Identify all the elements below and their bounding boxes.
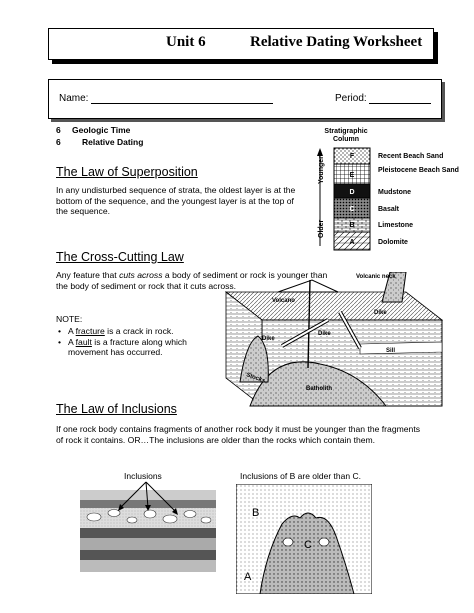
note-block xyxy=(56,314,216,358)
layer-label-c: Basalt xyxy=(378,206,400,213)
superposition-text: In any undisturbed sequence of strata, the oldest layer is at the bottom of the sequence, and the youngest layer is at the top of the sequence. xyxy=(56,185,296,217)
label-dike-center: Dike xyxy=(318,331,331,337)
older-label: Older xyxy=(318,219,325,238)
period-label: Period: xyxy=(335,93,367,104)
inclusions-heading: The Law of Inclusions xyxy=(56,402,177,416)
name-field[interactable] xyxy=(59,92,273,104)
layer-letter-b: B xyxy=(349,222,355,229)
layer-label-b: Limestone xyxy=(378,222,414,229)
label-volcano: Volcano xyxy=(272,298,295,304)
layer-letter-a: A xyxy=(349,239,355,246)
inclusions-figure-1 xyxy=(80,480,216,580)
name-label: Name: xyxy=(59,93,89,104)
intrusion-block-diagram xyxy=(210,272,446,408)
layer-letter-c: C xyxy=(349,206,355,213)
worksheet-title: Relative Dating Worksheet xyxy=(250,34,423,50)
column-title-2: Column xyxy=(332,136,360,143)
name-line[interactable] xyxy=(91,92,273,104)
label-c: C xyxy=(304,539,312,551)
period-field[interactable] xyxy=(335,92,431,104)
younger-label: Younger xyxy=(318,156,325,184)
topic-list xyxy=(56,124,143,148)
superposition-heading: The Law of Superposition xyxy=(56,165,198,179)
unit-number: Unit 6 xyxy=(166,34,206,50)
inclusions-text: If one rock body contains fragments of another rock body it must be younger than the fragments of rock it contains. OR…The inclusions are older than the rocks which contain them. xyxy=(56,424,421,445)
stratigraphic-column xyxy=(312,126,462,252)
period-line[interactable] xyxy=(369,92,431,104)
layer-label-d: Mudstone xyxy=(378,189,412,196)
label-sill: Sill xyxy=(386,348,396,354)
crosscutting-heading: The Cross-Cutting Law xyxy=(56,250,184,264)
column-title-1: Stratigraphic xyxy=(324,128,368,135)
layer-label-a: Dolomite xyxy=(378,239,408,246)
note-label: NOTE: xyxy=(56,314,83,324)
topic-item xyxy=(56,136,143,148)
inclusions-figure-2 xyxy=(236,484,372,594)
label-dike-left: Dike xyxy=(262,336,275,342)
topic-item xyxy=(56,124,143,136)
topic-label: Geologic Time xyxy=(72,125,131,135)
label-b: B xyxy=(252,507,260,519)
layer-letter-e: E xyxy=(349,172,355,179)
layer-letter-d: D xyxy=(349,189,355,196)
inclusions-fig1-caption: Inclusions xyxy=(124,471,162,481)
layer-letter-f: F xyxy=(349,153,355,160)
note-bullet-fracture: • A fracture is a crack in rock. xyxy=(68,326,216,337)
topic-number: 6 xyxy=(56,137,61,147)
student-info-box xyxy=(48,79,442,119)
title-banner xyxy=(48,28,434,60)
layer-label-e: Pleistocene Beach Sand xyxy=(378,167,459,174)
topic-number: 6 xyxy=(56,125,61,135)
layer-label-f: Recent Beach Sand xyxy=(378,153,444,160)
label-dike-right: Dike xyxy=(374,310,387,316)
note-bullet-fault: • A fault is a fracture along which movement has occurred. xyxy=(68,337,216,359)
label-batholith: Batholith xyxy=(306,386,332,392)
label-a: A xyxy=(244,571,252,583)
crosscutting-text: Any feature that cuts across a body of sediment or rock is younger than the body of sediment or rock that it cuts across. xyxy=(56,270,328,291)
label-volcanic-neck: Volcanic neck xyxy=(356,274,396,280)
label-stocks: Stocks xyxy=(245,372,266,385)
topic-label: Relative Dating xyxy=(82,137,144,147)
inclusions-fig2-caption: Inclusions of B are older than C. xyxy=(240,471,361,481)
